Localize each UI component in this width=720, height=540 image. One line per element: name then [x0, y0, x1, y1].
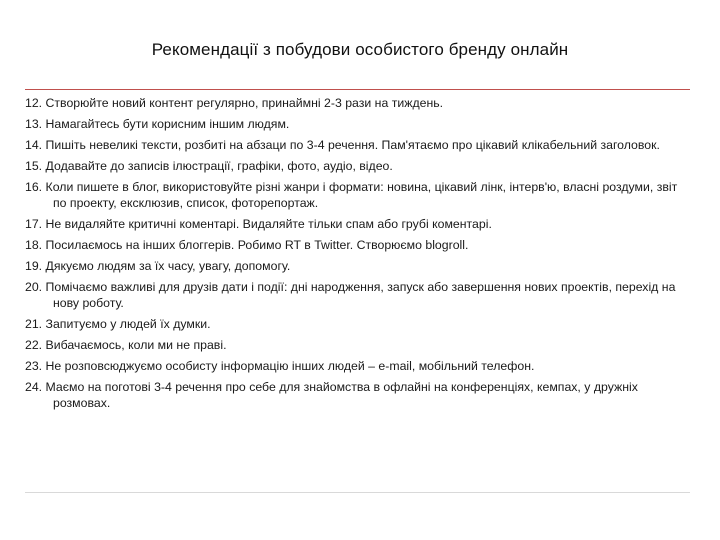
list-item — [25, 116, 690, 132]
bottom-divider — [25, 492, 690, 493]
recommendation-list — [25, 95, 690, 416]
item-text: Не видаляйте критичні коментарі. Видаляйте тільки спам або грубі коментарі. — [45, 217, 492, 231]
item-number: 14. — [25, 138, 43, 152]
item-text: Додавайте до записів ілюстрації, графіки, фото, аудіо, відео. — [45, 159, 393, 173]
page-title: Рекомендації з побудови особистого бренду онлайн — [151, 40, 569, 59]
item-text: Посилаємось на інших блоггерів. Робимо RT в Twitter. Створюємо blogroll. — [45, 238, 469, 252]
item-text: Запитуємо у людей їх думки. — [45, 317, 211, 331]
list-item — [25, 158, 690, 174]
list-item — [25, 316, 690, 332]
item-text: Створюйте новий контент регулярно, принаймні 2-3 рази на тиждень. — [45, 96, 444, 110]
list-item — [25, 216, 690, 232]
item-number: 15. — [25, 159, 43, 173]
list-item — [25, 358, 690, 374]
item-number: 20. — [25, 280, 43, 294]
item-number: 16. — [25, 180, 43, 194]
list-item — [25, 279, 690, 311]
item-number: 12. — [25, 96, 43, 110]
item-text: Не розповсюджуємо особисту інформацію інших людей – e-mail, мобільний телефон. — [45, 359, 535, 373]
item-text: Помічаємо важливі для друзів дати і події: дні народження, запуск або завершення нових проектів, перехід на нову роботу. — [45, 280, 676, 310]
list-item — [25, 337, 690, 353]
item-text: Пишіть невеликі тексти, розбиті на абзаци по 3-4 речення. Пам'ятаємо про цікавий клікабельний заголовок. — [45, 138, 660, 152]
list-item — [25, 179, 690, 211]
item-number: 17. — [25, 217, 43, 231]
item-number: 18. — [25, 238, 43, 252]
item-number: 24. — [25, 380, 43, 394]
list-item — [25, 95, 690, 111]
item-text: Намагайтесь бути корисним іншим людям. — [45, 117, 290, 131]
list-item — [25, 237, 690, 253]
item-text: Вибачаємось, коли ми не праві. — [45, 338, 227, 352]
list-item — [25, 379, 690, 411]
list-item — [25, 137, 690, 153]
item-text: Коли пишете в блог, використовуйте різні жанри і формати: новина, цікавий лінк, інтерв'ю, власні роздуми, звіт по проекту, ексклюзив, список, фоторепортаж. — [45, 180, 678, 210]
item-number: 13. — [25, 117, 43, 131]
item-number: 19. — [25, 259, 43, 273]
item-text: Дякуємо людям за їх часу, увагу, допомогу. — [45, 259, 291, 273]
item-number: 23. — [25, 359, 43, 373]
list-item — [25, 258, 690, 274]
item-text: Маємо на поготові 3-4 речення про себе для знайомства в офлайні на конференціях, кемпах, у дружніх розмовах. — [45, 380, 638, 410]
item-number: 22. — [25, 338, 43, 352]
item-number: 21. — [25, 317, 43, 331]
title-divider — [25, 89, 690, 90]
